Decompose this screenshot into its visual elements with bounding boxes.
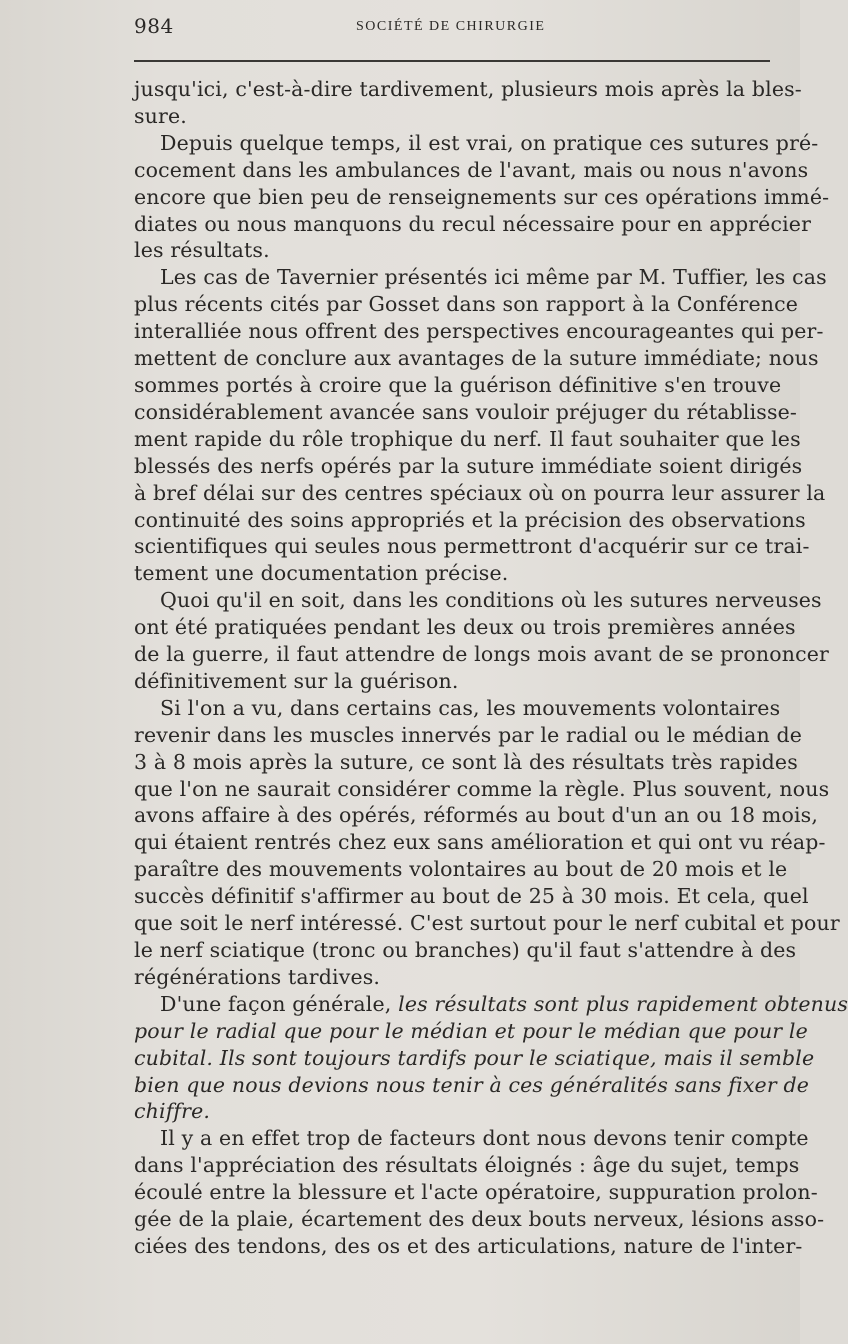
- text-line: bien que nous devions nous tenir à ces généralités sans fixer de: [134, 1072, 809, 1097]
- text-line: les résultats.: [134, 238, 270, 263]
- text-line: encore que bien peu de renseignements sur ces opérations immé-: [134, 184, 830, 209]
- text-line: revenir dans les muscles innervés par le radial ou le médian de: [134, 722, 803, 747]
- text-line: mettent de conclure aux avantages de la suture immédiate; nous: [134, 346, 819, 371]
- text-line: dans l'appréciation des résultats éloignés : âge du sujet, temps: [134, 1153, 800, 1178]
- text-segment: D'une façon générale,: [160, 991, 399, 1016]
- text-line: gée de la plaie, écartement des deux bouts nerveux, lésions asso-: [134, 1207, 825, 1232]
- header-rule: [134, 60, 770, 62]
- text-line: ment rapide du rôle trophique du nerf. Il faut souhaiter que les: [134, 426, 801, 451]
- text-line: ont été pratiquées pendant les deux ou trois premières années: [134, 615, 796, 640]
- page-number: 984: [134, 14, 174, 38]
- text-line: interalliée nous offrent des perspectives encourageantes qui per-: [134, 319, 824, 344]
- text-line: considérablement avancée sans vouloir préjuger du rétablisse-: [134, 399, 797, 424]
- text-line: cocement dans les ambulances de l'avant, mais ou nous n'avons: [134, 157, 809, 182]
- text-line: sure.: [134, 103, 187, 128]
- text-line: avons affaire à des opérés, réformés au bout d'un an ou 18 mois,: [134, 803, 819, 828]
- text-line: pour le radial que pour le médian et pour le médian que pour le: [134, 1018, 808, 1043]
- text-line: 3 à 8 mois après la suture, ce sont là des résultats très rapides: [134, 749, 798, 774]
- text-line: diates ou nous manquons du recul nécessaire pour en apprécier: [134, 211, 812, 236]
- text-line: scientifiques qui seules nous permettront d'acquérir sur ce trai-: [134, 534, 810, 559]
- text-line: Depuis quelque temps, il est vrai, on pratique ces sutures pré-: [160, 130, 819, 155]
- text-line: [134, 991, 848, 1018]
- text-line: jusqu'ici, c'est-à-dire tardivement, plusieurs mois après la bles-: [134, 77, 802, 101]
- text-line: que soit le nerf intéressé. C'est surtout pour le nerf cubital et pour: [134, 911, 840, 936]
- text-line: qui étaient rentrés chez eux sans amélioration et qui ont vu réap-: [134, 830, 826, 855]
- italic-segment: les résultats sont plus rapidement obtenus: [398, 991, 848, 1016]
- text-line: continuité des soins appropriés et la précision des observations: [134, 507, 806, 532]
- text-line: de la guerre, il faut attendre de longs mois avant de se prononcer: [134, 642, 829, 667]
- text-line: tement une documentation précise.: [134, 561, 509, 586]
- text-line: paraître des mouvements volontaires au bout de 20 mois et le: [134, 857, 788, 882]
- body-text: [134, 76, 848, 1260]
- text-line: blessés des nerfs opérés par la suture immédiate soient dirigés: [134, 453, 803, 478]
- text-line: Quoi qu'il en soit, dans les conditions où les sutures nerveuses: [160, 588, 822, 613]
- text-line: plus récents cités par Gosset dans son rapport à la Conférence: [134, 292, 799, 317]
- text-line: succès définitif s'affirmer au bout de 25 à 30 mois. Et cela, quel: [134, 884, 809, 909]
- text-line: que l'on ne saurait considérer comme la règle. Plus souvent, nous: [134, 776, 830, 801]
- text-line: chiffre.: [134, 1099, 211, 1124]
- text-line: définitivement sur la guérison.: [134, 668, 459, 693]
- text-line: Si l'on a vu, dans certains cas, les mouvements volontaires: [160, 695, 781, 720]
- text-line: ciées des tendons, des os et des articulations, nature de l'inter-: [134, 1233, 803, 1258]
- text-line: cubital. Ils sont toujours tardifs pour le sciatique, mais il semble: [134, 1045, 815, 1070]
- page-header: [134, 14, 774, 48]
- running-head: SOCIÉTÉ DE CHIRURGIE: [356, 19, 546, 34]
- text-line: Il y a en effet trop de facteurs dont nous devons tenir compte: [160, 1126, 809, 1151]
- text-line: régénérations tardives.: [134, 964, 381, 989]
- text-line: à bref délai sur des centres spéciaux où on pourra leur assurer la: [134, 480, 826, 505]
- text-line: sommes portés à croire que la guérison définitive s'en trouve: [134, 372, 782, 397]
- text-line: le nerf sciatique (tronc ou branches) qu'il faut s'attendre à des: [134, 938, 797, 962]
- text-line: écoulé entre la blessure et l'acte opératoire, suppuration prolon-: [134, 1180, 818, 1205]
- text-line: Les cas de Tavernier présentés ici même par M. Tuffier, les cas: [160, 265, 827, 290]
